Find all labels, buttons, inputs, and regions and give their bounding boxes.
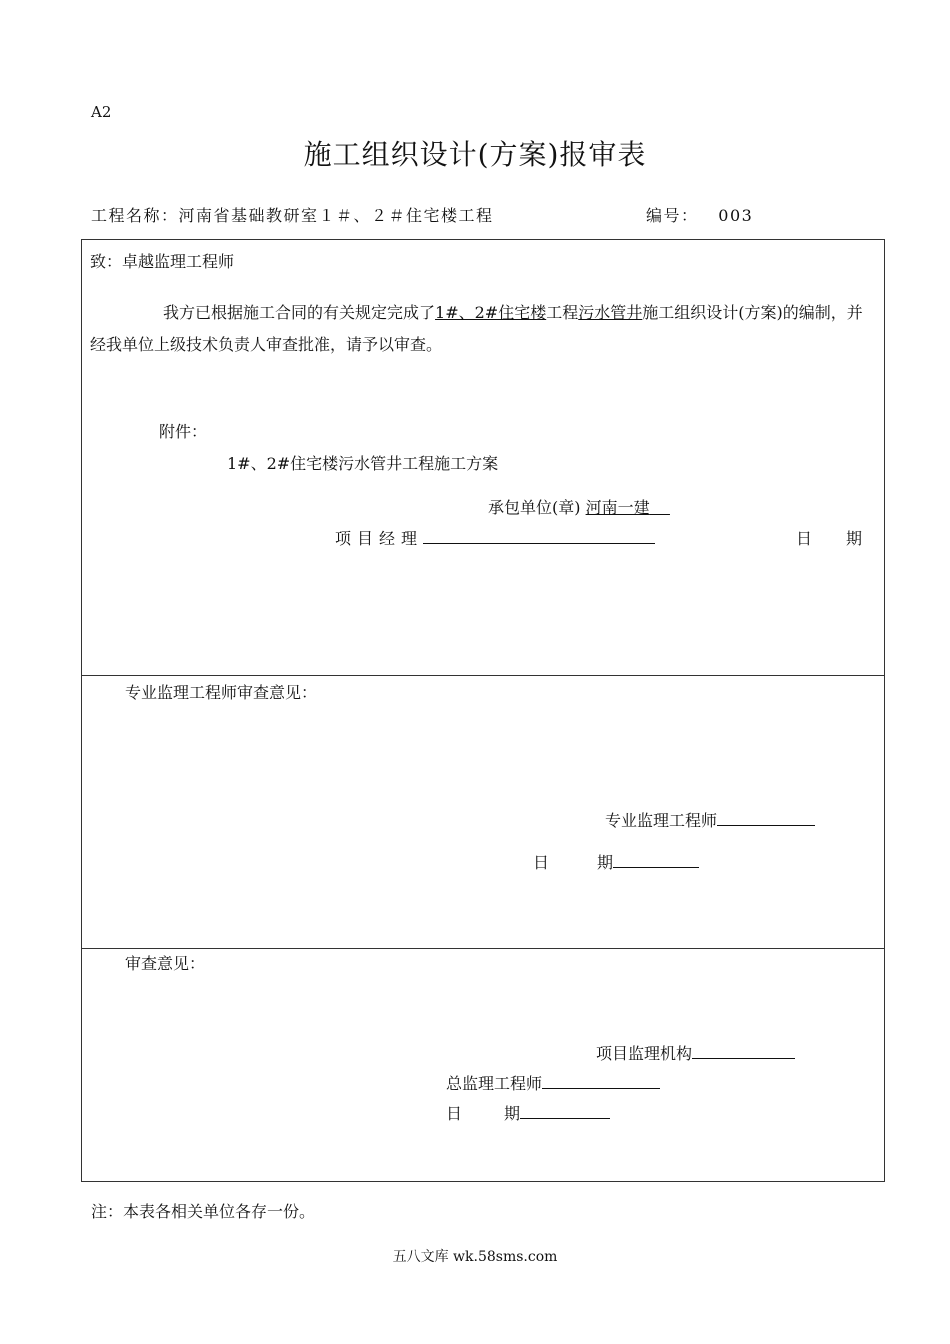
project-name-row [91,203,494,226]
addressee-row [90,249,234,272]
manager-row [335,526,655,549]
chief-date-line [520,1117,610,1119]
org-signature-row [596,1041,795,1064]
engineer-date-label: 日期 [533,853,662,872]
engineer-label: 专业监理工程师 [605,811,718,830]
footer-note: 注：本表各相关单位各存一份。 [91,1202,316,1221]
chief-label: 总监理工程师 [446,1074,543,1093]
project-label: 工程名称： [91,206,179,225]
manager-label: 项目经理 [335,529,424,548]
engineer-signature-row [605,808,815,831]
org-signature-line [692,1057,795,1059]
body-item: 污水管井 [578,303,643,322]
body-mid: 工程 [546,303,579,322]
page-title: 施工组织设计(方案)报审表 [303,138,647,171]
chief-review-heading: 审查意见： [125,954,206,973]
engineer-date-row [533,850,699,873]
form-code: A2 [91,103,112,121]
chief-signature-row [446,1071,660,1094]
footer-site: 五八文库 wk.58sms.com [392,1249,558,1265]
to-name: 卓越监理工程师 [122,252,235,271]
chief-date-label: 日期 [446,1104,563,1123]
body-prefix: 我方已根据施工合同的有关规定完成了 [163,303,436,322]
engineer-date-line [613,866,699,868]
code-label: 编号： [646,206,699,225]
engineer-signature-line [717,824,815,826]
contractor-label: 承包单位(章) [488,498,581,517]
to-label: 致： [90,252,123,271]
engineer-review-section [81,675,885,949]
body-suffix: 施工组织设计(方案)的编制，并经我单位上级技术负责人审查批准，请予以审查。 [90,303,863,354]
org-label: 项目监理机构 [596,1044,693,1063]
chief-review-section [81,948,885,1182]
code-row [646,203,753,226]
project-name: 河南省基础教研室１＃、２＃住宅楼工程 [178,206,494,225]
attachment-item: 1#、2#住宅楼污水管井工程施工方案 [227,454,499,473]
code-value: 003 [718,206,754,225]
date-label: 日期 [796,529,897,548]
engineer-review-heading: 专业监理工程师审查意见： [125,683,318,702]
submission-section [81,239,897,676]
attachment-label: 附件： [159,422,208,441]
contractor-value: 河南一建 [585,498,650,517]
body-building: 1#、2#住宅楼 [435,303,547,322]
manager-signature-line [423,542,655,544]
chief-date-row [446,1101,610,1124]
contractor-row [488,495,670,518]
submission-paragraph [90,297,875,361]
chief-signature-line [542,1087,660,1089]
